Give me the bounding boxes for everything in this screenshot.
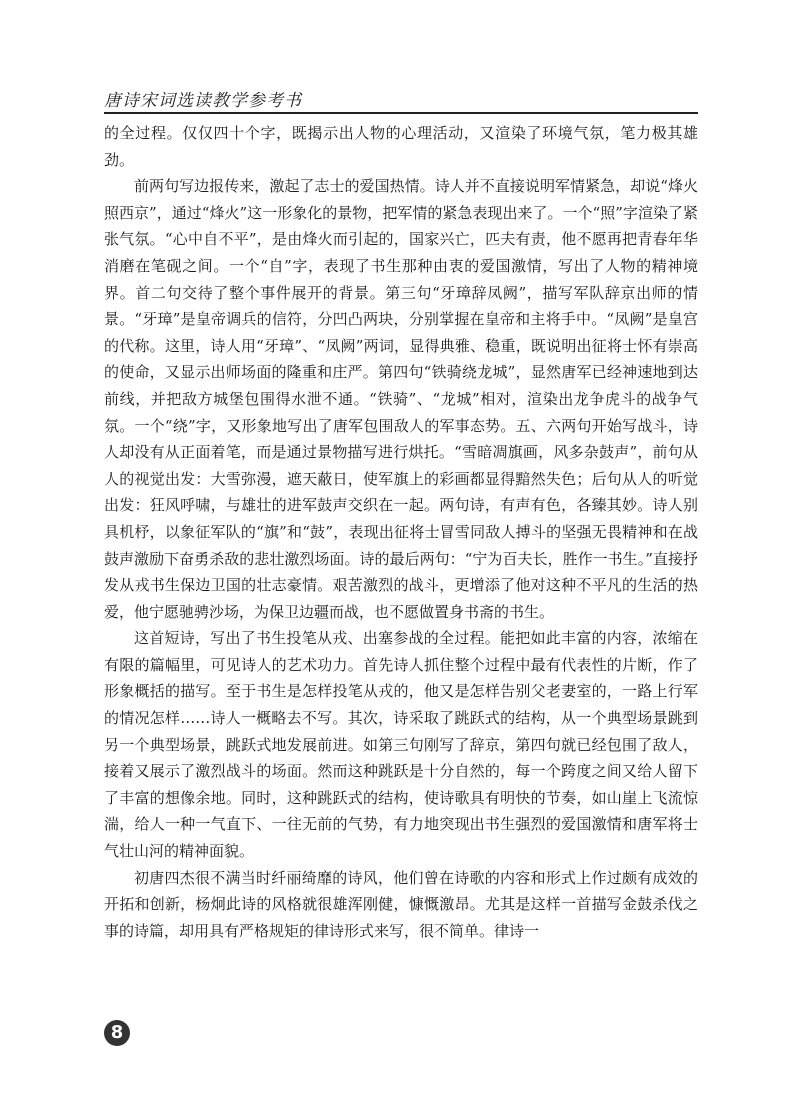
paragraph-3: 这首短诗，写出了书生投笔从戎、出塞参战的全过程。能把如此丰富的内容，浓缩在有限的篇幅里，可见诗人的艺术功力。首先诗人抓住整个过程中最有代表性的片断，作了形象概括的描写。至于书生是怎样投笔从戎的，他又是怎样告别父老妻室的，一路上行军的情况怎样……诗人一概略去不写。其次，诗采取了跳跃式的结构，从一个典型场景跳到另一个典型场景，跳跃式地发展前进。如第三句刚写了辞京，第四句就已经包围了敌人，接着又展示了激烈战斗的场面。然而这种跳跃是十分自然的，每一个跨度之间又给人留下了丰富的想像余地。同时，这种跳跃式的结构，使诗歌具有明快的节奏，如山崖上飞流惊湍，给人一种一气直下、一往无前的气势，有力地突现出书生强烈的爱国激情和唐军将士气壮山河的精神面貌。 [104, 629, 698, 861]
paragraph-4: 初唐四杰很不满当时纤丽绮靡的诗风，他们曾在诗歌的内容和形式上作过颇有成效的开拓和创新，杨炯此诗的风格就很雄浑刚健，慷慨激昂。尤其是这样一首描写金鼓杀伐之事的诗篇，却用具有严格规矩的律诗形式来写，很不简单。律诗一 [104, 868, 698, 940]
page-number-badge: 8 [104, 1020, 130, 1046]
paragraph-1: 的全过程。仅仅四十个字，既揭示出人物的心理活动，又渲染了环境气氛，笔力极其雄劲。 [104, 124, 698, 169]
header-divider [104, 112, 698, 114]
running-header: 唐诗宋词选读教学参考书 [104, 91, 302, 111]
paragraph-2: 前两句写边报传来，激起了志士的爱国热情。诗人并不直接说明军情紧急，却说“烽火照西京”，通过“烽火”这一形象化的景物，把军情的紧急表现出来了。一个“照”字渲染了紧张气氛。“心中自不平”，是由烽火而引起的，国家兴亡，匹夫有责，他不愿再把青春年华消磨在笔砚之间。一个“自”字，表现了书生那种由衷的爱国激情，写出了人物的精神境界。首二句交待了整个事件展开的背景。第三句“牙璋辞凤阙”，描写军队辞京出师的情景。“牙璋”是皇帝调兵的信符，分凹凸两块，分别掌握在皇帝和主将手中。“凤阙”是皇宫的代称。这里，诗人用“牙璋”、“凤阙”两词，显得典雅、稳重，既说明出征将士怀有崇高的使命，又显示出师场面的隆重和庄严。第四句“铁骑绕龙城”，显然唐军已经神速地到达前线，并把敌方城堡包围得水泄不通。“铁骑”、“龙城”相对，渲染出龙争虎斗的战争气氛。一个“绕”字，又形象地写出了唐军包围敌人的军事态势。五、六两句开始写战斗，诗人却没有从正面着笔，而是通过景物描写进行烘托。“雪暗凋旗画，风多杂鼓声”，前句从人的视觉出发：大雪弥漫，遮天蔽日，使军旗上的彩画都显得黯然失色；后句从人的听觉出发：狂风呼啸，与雄壮的进军鼓声交织在一起。两句诗，有声有色，各臻其妙。诗人别具机杼，以象征军队的“旗”和“鼓”，表现出征将士冒雪同敌人搏斗的坚强无畏精神和在战鼓声激励下奋勇杀敌的悲壮激烈场面。诗的最后两句：“宁为百夫长，胜作一书生。”直接抒发从戎书生保边卫国的壮志豪情。艰苦激烈的战斗，更增添了他对这种不平凡的生活的热爱，他宁愿驰骋沙场，为保卫边疆而战，也不愿做置身书斋的书生。 [104, 177, 698, 621]
page-body [104, 120, 698, 944]
